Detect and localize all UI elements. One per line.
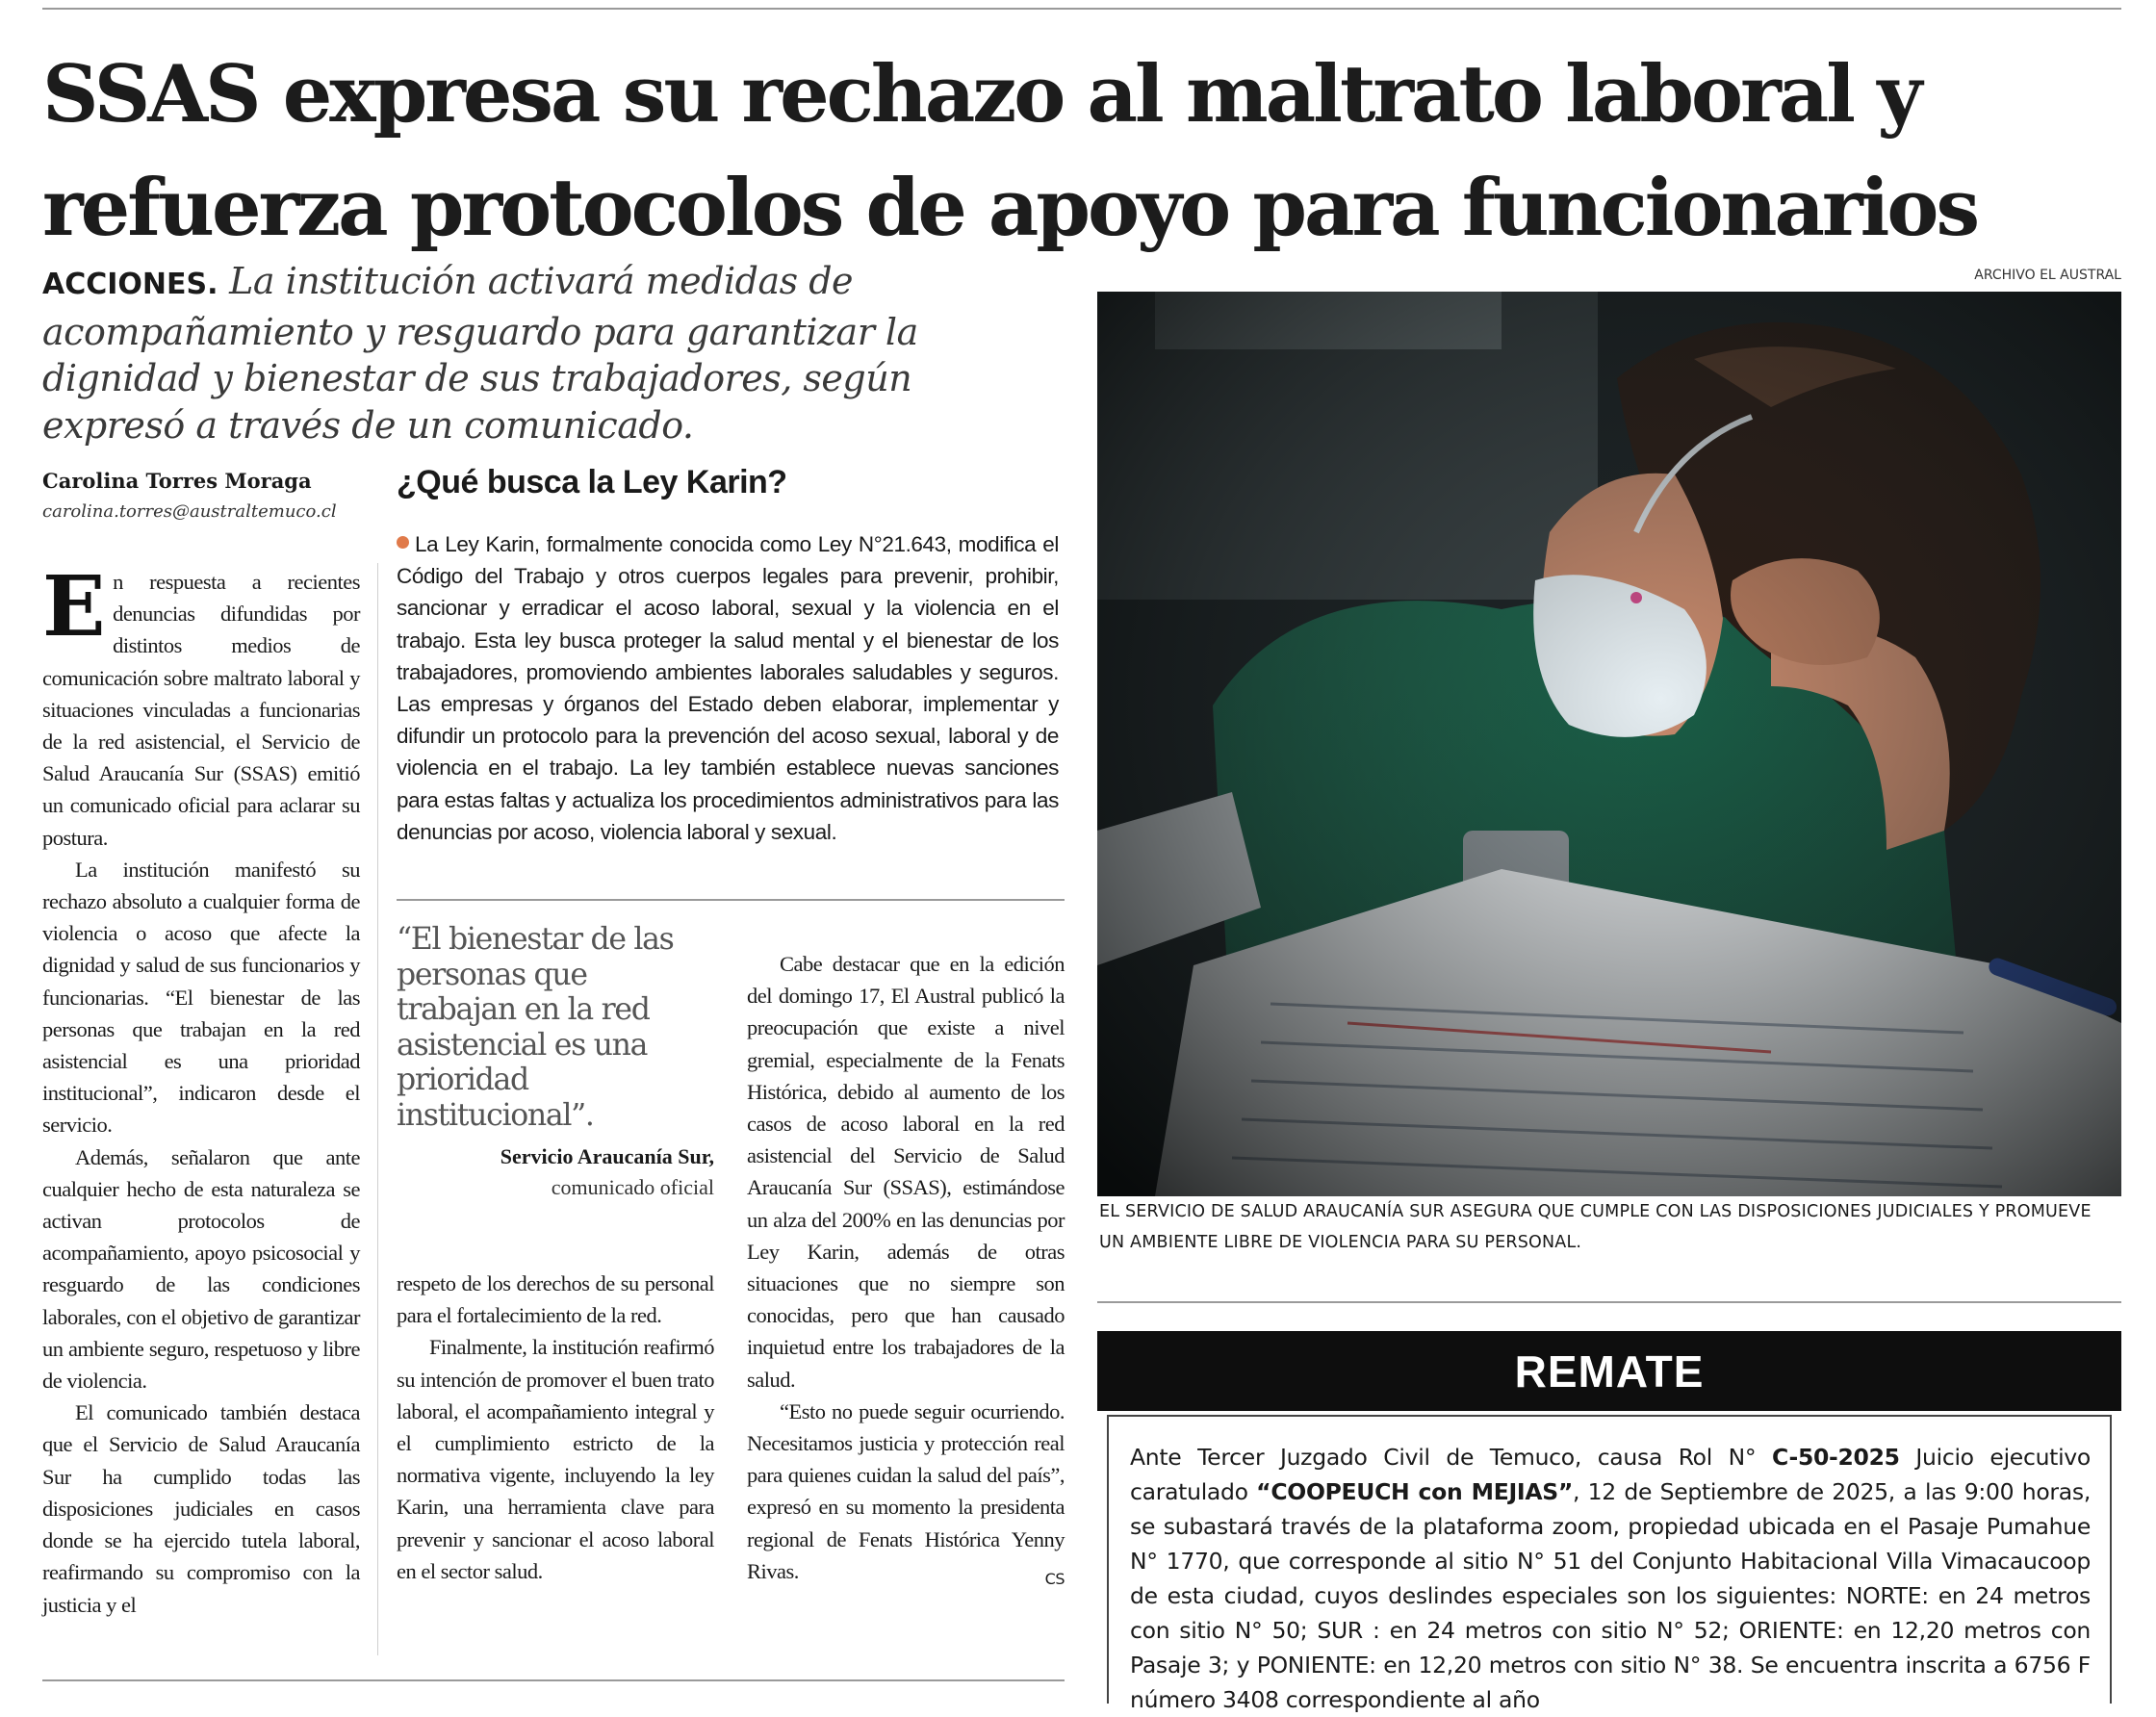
column-divider-vertical (377, 563, 378, 1655)
col3-paragraph-2 (747, 1396, 1065, 1587)
photo-caption: EL SERVICIO DE SALUD ARAUCANÍA SUR ASEGURA QUE CUMPLE CON LAS DISPOSICIONES JUDICIALES Y PROMUEVE UN AMBIENTE LIBRE DE VIOLENCIA PARA SU PERSONAL. (1099, 1202, 2092, 1252)
pull-quote: “El bienestar de las personas que trabajan en la red asistencial es una prioridad institucional”. (397, 922, 674, 1133)
top-rule (42, 8, 2121, 10)
col1-paragraph-3: Además, señalaron que ante cualquier hecho de esta naturaleza se activan protocolos de acompañamiento, apoyo psicosocial y resguardo de las condiciones laborales, con el objetivo de garantizar un ambiente seguro, respetuoso y libre de violencia. (42, 1144, 360, 1394)
pull-quote-role: comunicado oficial (551, 1175, 714, 1199)
infobox-divider (397, 899, 1065, 901)
col1-paragraph-1: n respuesta a recientes denuncias difundidas por distintos medios de comunicación sobre maltrato laboral y situaciones vinculadas a funcionarias de la red asistencial, el Servicio de Salud Araucanía Sur (SSAS) emitió un comunicado oficial para aclarar su postura. (42, 570, 360, 850)
article-column-2 (397, 1268, 714, 1587)
col1-paragraph-4: El comunicado también destaca que el Servicio de Salud Araucanía Sur ha cumplido todas las disposiciones judiciales en casos donde se ha ejercido tutela laboral, reafirmando su compromiso con la justicia y el (42, 1400, 360, 1617)
col2-paragraph-1: respeto de los derechos de su personal para el fortalecimiento de la red. (397, 1271, 714, 1328)
col3-paragraph-2-text: “Esto no puede seguir ocurriendo. Necesitamos justicia y protección real para quienes cuidan la salud del país”, expresó en su momento la presidenta regional de Fenats Histórica Yenny Rivas. (747, 1398, 1065, 1583)
article-column-3 (747, 948, 1065, 1595)
article-photo[interactable] (1097, 292, 2121, 1196)
bottom-rule (42, 1679, 1065, 1681)
photo-vignette (1097, 292, 2121, 1196)
lead-text: La institución activará medidas de acompañamiento y resguardo para garantizar la dignidad y bienestar de sus trabajadores, según expresó a través de un comunicado. (42, 260, 918, 447)
col2-paragraph-2: Finalmente, la institución reafirmó su intención de promover el buen trato laboral, el acompañamiento integral y el cumplimiento estricto de la normativa vigente, incluyendo la ley Karin, una herramienta clave para prevenir y sancionar el acoso laboral en el sector salud. (397, 1335, 714, 1583)
remate-text-3: , 12 de Septiembre de 2025, a las 9:00 horas, se subastará través de la plataforma zoom, propiedad ubicada en el Pasaje Pumahue N° 1770, que corresponde al sitio N° 51 del Conjunto Habitacional Villa Vimacaucoop de esta ciudad, cuyos deslindes especiales son los siguientes: NORTE: en 24 metros con sitio N° 50; SUR : en 24 metros con sitio N° 52; ORIENTE: en 12,20 metros con Pasaje 3; y PONIENTE: en 12,20 metros con sitio N° 38. Se encuentra inscrita a 6756 F número 3408 correspondiente al año (1130, 1478, 2091, 1713)
remate-text (1130, 1440, 2091, 1717)
caption-divider (1097, 1301, 2121, 1303)
remate-text-1: Ante Tercer Juzgado Civil de Temuco, causa Rol N° (1130, 1444, 1773, 1471)
remate-header: REMATE (1097, 1331, 2121, 1411)
remate-case-number: C-50-2025 (1772, 1444, 1900, 1471)
remate-case-title: “COOPEUCH con MEJIAS” (1256, 1478, 1574, 1505)
remate-text-2: Juicio ejecutivo caratulado (1130, 1444, 2091, 1505)
pull-quote-source: Servicio Araucanía Sur, (500, 1144, 714, 1168)
infobox-body: La Ley Karin, formalmente conocida como Ley N°21.643, modifica el Código del Trabajo y otros cuerpos legales para prevenir, prohibir, sancionar y erradicar el acoso laboral, sexual y la violencia en el trabajo. Esta ley busca proteger la salud mental y el bienestar de los trabajadores, promoviendo ambientes laborales saludables y seguros. Las empresas y órganos del Estado deben elaborar, implementar y difundir un protocolo para la prevención del acoso sexual, laboral y de violencia en el trabajo. La ley también establece nuevas sanciones para estas faltas y actualiza los procedimientos administrativos para las denuncias por acoso, violencia laboral y sexual. (397, 532, 1059, 844)
infobox-text (397, 528, 1059, 848)
col3-paragraph-1: Cabe destacar que en la edición del domingo 17, El Austral publicó la preocupación que existe a nivel gremial, especialmente de la Fenats Histórica, debido al aumento de los casos de acoso laboral en la red asistencial del Servicio de Salud Araucanía Sur (SSAS), estimándose un alza del 200% en las denuncias por Ley Karin, además de otras situaciones que no siempre son conocidas, pero que han causado inquietud entre los trabajadores de la salud. (747, 952, 1065, 1392)
drop-cap: E (42, 558, 106, 655)
lead-kicker: ACCIONES. (42, 268, 218, 301)
end-mark-icon: CS (1044, 1569, 1065, 1588)
photo-credit: ARCHIVO EL AUSTRAL (1974, 268, 2121, 283)
bullet-dot-icon (397, 536, 409, 549)
author-name: Carolina Torres Moraga (42, 469, 312, 493)
lead-paragraph (42, 258, 1063, 448)
col1-paragraph-2: La institución manifestó su rechazo absoluto a cualquier forma de violencia o acoso que afecte la dignidad y salud de sus funcionarios y funcionarias. “El bienestar de las personas que trabajan en la red asistencial es una prioridad institucional”, indicaron desde el servicio. (42, 857, 360, 1138)
headline: SSAS expresa su rechazo al maltrato laboral y refuerza protocolos de apoyo para funcionarios (42, 49, 1978, 254)
author-email[interactable]: carolina.torres@australtemuco.cl (42, 501, 337, 522)
article-column-1 (42, 558, 360, 1621)
infobox-title: ¿Qué busca la Ley Karin? (397, 464, 787, 500)
